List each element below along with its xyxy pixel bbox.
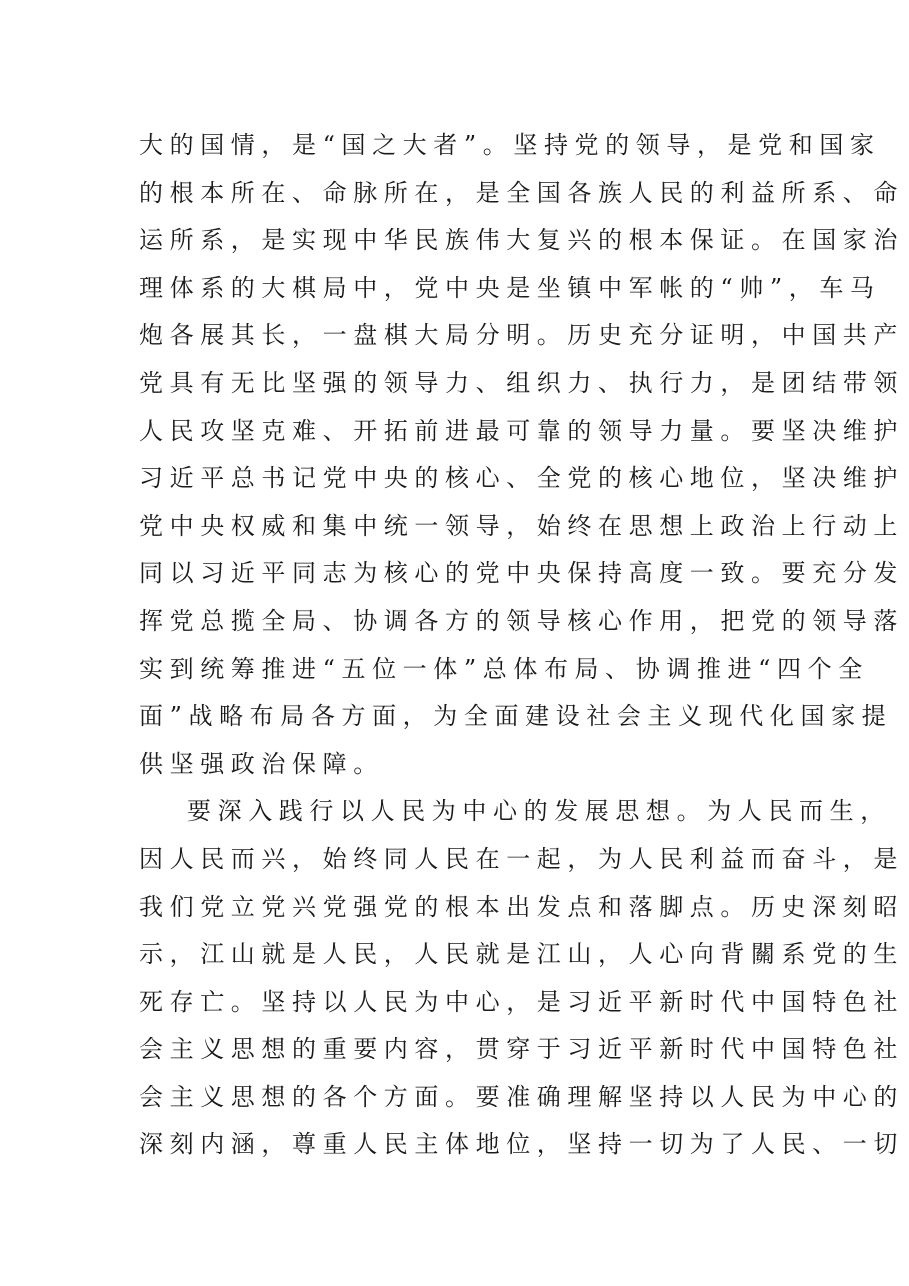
text-line: 同以习近平同志为核心的党中央保持高度一致。要充分发	[139, 559, 904, 588]
text-line: 因人民而兴，始终同人民在一起，为人民利益而奋斗，是	[139, 844, 904, 873]
text-line: 挥党总揽全局、协调各方的领导核心作用，把党的领导落	[139, 606, 904, 635]
text-line: 炮各展其长，一盘棋大局分明。历史充分证明，中国共产	[139, 321, 904, 350]
document-body	[139, 122, 904, 1169]
text-line: 要深入践行以人民为中心的发展思想。为人民而生，	[187, 797, 891, 826]
text-line: 大的国情，是“国之大者”。坚持党的领导，是党和国家	[139, 131, 881, 159]
text-line: 死存亡。坚持以人民为中心，是习近平新时代中国特色社	[139, 987, 904, 1016]
paragraph-2	[139, 788, 904, 1169]
text-line: 我们党立党兴党强党的根本出发点和落脚点。历史深刻昭	[139, 892, 904, 921]
text-line: 供坚强政治保障。	[139, 749, 384, 778]
text-line: 的根本所在、命脉所在，是全国各族人民的利益所系、命	[139, 178, 904, 207]
text-line: 运所系，是实现中华民族伟大复兴的根本保证。在国家治	[139, 226, 904, 255]
text-line: 人民攻坚克难、开拓前进最可靠的领导力量。要坚决维护	[139, 416, 904, 445]
paragraph-1	[139, 122, 904, 788]
text-line: 面”战略布局各方面，为全面建设社会主义现代化国家提	[139, 702, 893, 731]
text-line: 习近平总书记党中央的核心、全党的核心地位，坚决维护	[139, 464, 904, 493]
text-line: 理体系的大棋局中，党中央是坐镇中军帐的“帅”，车马	[139, 273, 881, 302]
text-line: 深刻内涵，尊重人民主体地位，坚持一切为了人民、一切	[139, 1130, 904, 1159]
text-line: 党具有无比坚强的领导力、组织力、执行力，是团结带领	[139, 368, 904, 397]
text-line: 会主义思想的各个方面。要准确理解坚持以人民为中心的	[139, 1082, 904, 1111]
text-line: 会主义思想的重要内容，贯穿于习近平新时代中国特色社	[139, 1035, 904, 1064]
text-line: 党中央权威和集中统一领导，始终在思想上政治上行动上	[139, 511, 904, 540]
text-line: 实到统筹推进“五位一体”总体布局、协调推进“四个全	[139, 654, 869, 683]
text-line: 示，江山就是人民，人民就是江山，人心向背關系党的生	[139, 940, 904, 969]
